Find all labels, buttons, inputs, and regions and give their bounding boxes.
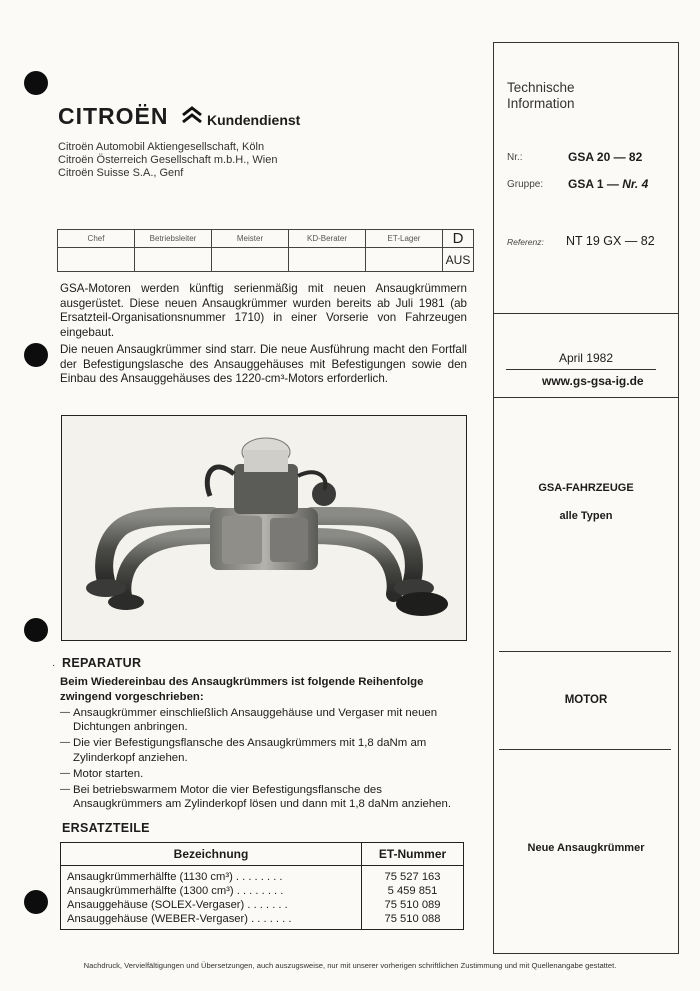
gruppe-number: Nr. 4 xyxy=(622,177,649,191)
repair-step: — Motor starten. xyxy=(60,767,470,781)
part-number: 75 527 163 xyxy=(362,866,464,885)
repair-steps xyxy=(60,706,470,813)
punch-hole xyxy=(24,343,48,367)
issue-date: April 1982 xyxy=(558,351,614,365)
category: MOTOR xyxy=(564,694,608,706)
double-chevron-icon xyxy=(181,106,203,124)
sidebar-divider xyxy=(493,397,679,398)
signoff-header: Chef xyxy=(58,230,135,248)
address-line: Citroën Österreich Gesellschaft m.b.H., Wien xyxy=(58,154,278,166)
parts-col-name: Bezeichnung xyxy=(61,843,362,866)
nr-label: Nr.: xyxy=(507,152,523,163)
signoff-header: Meister xyxy=(212,230,289,248)
signoff-cell xyxy=(212,248,289,272)
country-sub: AUS xyxy=(443,248,474,272)
gruppe-code: GSA 1 — xyxy=(568,177,619,191)
table-row xyxy=(61,912,464,930)
brand-logo: CITROËN xyxy=(58,103,169,129)
vehicle-types: alle Typen xyxy=(559,510,613,522)
copyright-footer: Nachdruck, Vervielfältigungen und Übersetzungen, auch auszugsweise, nur mit unserer vorherigen schriftlichen Zustimmung und mit Quellenangabe gestattet. xyxy=(83,961,617,970)
signoff-cell xyxy=(366,248,443,272)
parts-heading: ERSATZTEILE xyxy=(62,821,150,835)
subject: Neue Ansaugkrümmer xyxy=(527,842,645,854)
part-name: Ansauggehäuse (WEBER-Vergaser) . . . . . . . xyxy=(67,913,292,925)
address-line: Citroën Automobil Aktiengesellschaft, Köln xyxy=(58,141,265,153)
repair-lead: Beim Wiedereinbau des Ansaugkrümmers ist folgende Reihenfolge zwingend vorgeschrieben: xyxy=(60,676,424,703)
punch-hole xyxy=(24,71,48,95)
repair-step: — Ansaugkrümmer einschließlich Ansauggehäuse und Vergaser mit neuen Dichtungen anbringen. xyxy=(60,706,470,734)
signoff-cell xyxy=(58,248,135,272)
part-name: Ansauggehäuse (SOLEX-Vergaser) . . . . . . . xyxy=(67,899,288,911)
part-number: 75 510 089 xyxy=(362,898,464,912)
nr-value: GSA 20 — 82 xyxy=(568,150,643,164)
signoff-table xyxy=(57,229,474,272)
intake-manifold-illustration xyxy=(62,416,466,640)
gruppe-label: Gruppe: xyxy=(507,179,544,190)
repair-step: — Die vier Befestigungsflansche des Ansaugkrümmers mit 1,8 daNm am Zylinderkopf anziehen. xyxy=(60,736,470,764)
signoff-cell xyxy=(135,248,212,272)
sidebar-divider xyxy=(493,313,679,314)
signoff-header: Betriebsleiter xyxy=(135,230,212,248)
part-number: 5 459 851 xyxy=(362,884,464,898)
department-label: Kundendienst xyxy=(207,112,301,128)
repair-heading: REPARATUR xyxy=(62,656,142,670)
signoff-header: ET-Lager xyxy=(366,230,443,248)
part-number: 75 510 088 xyxy=(362,912,464,930)
sidebar-divider xyxy=(499,651,671,652)
sidebar-title-line: Technische xyxy=(507,80,575,95)
part-name: Ansaugkrümmerhälfte (1130 cm³) . . . . . . . . xyxy=(67,871,283,883)
vehicle-range: GSA-FAHRZEUGE xyxy=(538,482,634,494)
date-underline xyxy=(506,369,656,370)
bullet-dot: · xyxy=(52,660,56,671)
table-row xyxy=(61,898,464,912)
sidebar-title-line: Information xyxy=(507,96,575,111)
address-line: Citroën Suisse S.A., Genf xyxy=(58,167,184,179)
repair-step: — Bei betriebswarmem Motor die vier Befestigungsflansche des Ansaugkrümmers am Zylinderkopf lösen und dann mit 1,8 daNm anziehen. xyxy=(60,783,470,811)
parts-table xyxy=(60,842,464,930)
intro-paragraph: GSA-Motoren werden künftig serienmäßig mit neuen Ansaugkrümmern ausgerüstet. Diese neuen Ansaugkrümmer wurden bereits ab Juli 1981 (ab Ersatzteil-Organisationsnummer 1710) in einer Vorserie von Fahrzeugen eingebaut. xyxy=(60,282,467,339)
parts-col-number: ET-Nummer xyxy=(362,843,464,866)
part-name: Ansaugkrümmerhälfte (1300 cm³) . . . . . . . . xyxy=(67,885,284,897)
sidebar-divider xyxy=(499,749,671,750)
table-row xyxy=(61,884,464,898)
signoff-cell xyxy=(289,248,366,272)
gruppe-value xyxy=(568,177,648,191)
signoff-header: KD-Berater xyxy=(289,230,366,248)
intro-paragraph: Die neuen Ansaugkrümmer sind starr. Die neue Ausführung macht den Fortfall der Befestigungslasche des Ansauggehäuses mit Befestigungen sowie den Einbau des Ansauggehäuses des 1220-cm³-Motors erforderlich. xyxy=(60,343,467,385)
punch-hole xyxy=(24,618,48,642)
sidebar-title xyxy=(507,80,575,112)
punch-hole xyxy=(24,890,48,914)
referenz-value: NT 19 GX — 82 xyxy=(566,234,655,248)
intake-manifold-photo xyxy=(61,415,467,641)
website-link[interactable]: www.gs-gsa-ig.de xyxy=(542,374,644,388)
country-code: D xyxy=(443,230,474,248)
table-row xyxy=(61,866,464,885)
referenz-label: Referenz: xyxy=(507,237,544,247)
